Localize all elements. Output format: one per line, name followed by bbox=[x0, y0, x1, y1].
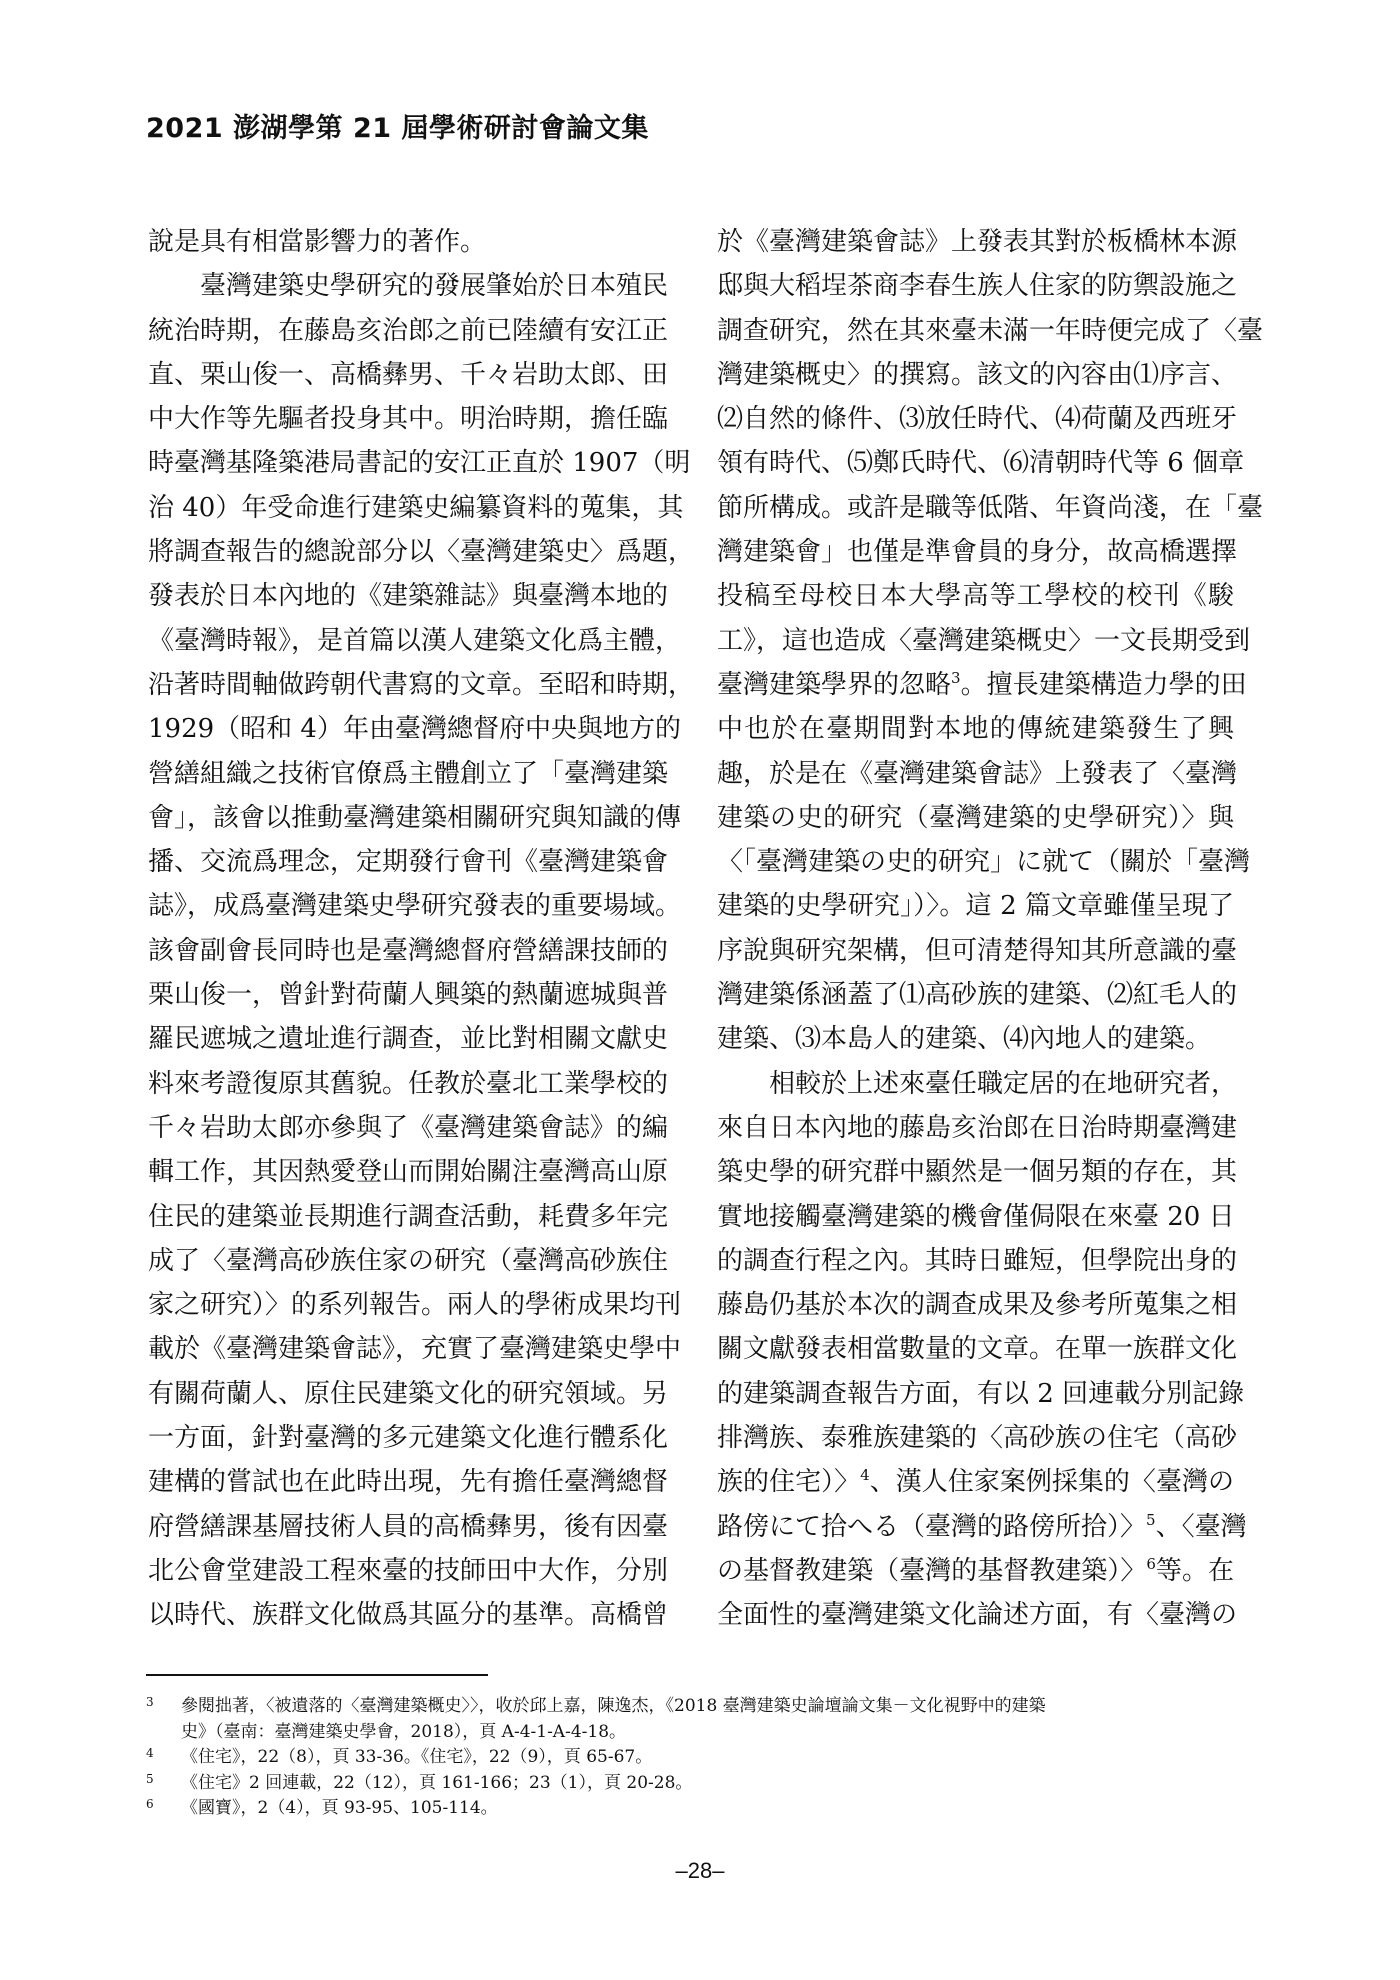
text-line bbox=[717, 707, 1234, 751]
text-line bbox=[717, 1239, 1238, 1283]
text-segment: 灣建築係涵蓋了⑴高砂族的建築、⑵紅毛人的 bbox=[717, 980, 1238, 1011]
footnote bbox=[146, 1694, 1238, 1745]
text-segment: 領有時代、⑸鄭氏時代、⑹清朝時代等 6 個章 bbox=[717, 448, 1245, 479]
text-segment: 一方面，針對臺灣的多元建築文化進行體系化 bbox=[148, 1423, 669, 1454]
text-line bbox=[717, 309, 1264, 353]
text-line bbox=[148, 397, 669, 441]
text-segment: 〈「臺灣建築の史的研究」に就て（關於「臺灣 bbox=[717, 847, 1251, 878]
text-segment: 中大作等先驅者投身其中。明治時期，擔任臨 bbox=[148, 404, 669, 435]
text-segment: 時臺灣基隆築港局書記的安江正直於 1907（明 bbox=[148, 448, 691, 479]
footnote-reference[interactable]: 3 bbox=[951, 668, 961, 687]
text-line bbox=[148, 1106, 669, 1150]
text-line bbox=[717, 1416, 1238, 1460]
text-segment: 灣建築會」也僅是準會員的身分，故高橋選擇 bbox=[717, 537, 1238, 568]
footnote-text: 史》（臺南：臺灣建築史學會，2018），頁 A-4-1-A-4-18。 bbox=[181, 1721, 627, 1742]
footnote-text: 《住宅》，22（8），頁 33-36。《住宅》，22（9），頁 65-67。 bbox=[181, 1747, 653, 1767]
text-segment: 《臺灣時報》，是首篇以漢人建築文化爲主體， bbox=[148, 625, 682, 656]
text-line bbox=[148, 929, 669, 973]
text-line bbox=[717, 397, 1238, 441]
text-segment: 築史學的研究群中顯然是一個另類的存在，其 bbox=[717, 1157, 1238, 1188]
text-line bbox=[717, 1017, 1234, 1061]
text-segment: 治 40）年受命進行建築史編纂資料的蒐集，其 bbox=[148, 492, 684, 523]
text-line bbox=[148, 441, 691, 485]
text-segment: 路傍にて拾へる（臺灣的路傍所拾）〉 bbox=[717, 1511, 1147, 1542]
text-line bbox=[148, 1593, 669, 1637]
text-line bbox=[717, 1549, 1234, 1593]
text-segment: 營繕組織之技術官僚爲主體創立了「臺灣建築 bbox=[148, 758, 669, 789]
text-line bbox=[148, 1062, 669, 1106]
text-line bbox=[148, 619, 682, 663]
text-segment: 載於《臺灣建築會誌》，充實了臺灣建築史學中 bbox=[148, 1334, 682, 1365]
footnote-separator bbox=[146, 1674, 488, 1676]
text-segment: 1929（昭和 4）年由臺灣總督府中央與地方的 bbox=[148, 714, 681, 745]
footnote-text: 《國寶》，2（4），頁 93-95、105-114。 bbox=[181, 1798, 498, 1818]
text-line bbox=[148, 486, 684, 530]
text-segment: 邸與大稻埕茶商李春生族人住家的防禦設施之 bbox=[717, 271, 1238, 302]
text-line bbox=[717, 663, 1247, 707]
text-line bbox=[717, 752, 1238, 796]
footnote-reference[interactable]: 6 bbox=[1146, 1554, 1156, 1573]
text-line bbox=[148, 1372, 669, 1416]
text-line bbox=[717, 1593, 1238, 1637]
text-segment: 灣建築概史〉的撰寫。該文的內容由⑴序言、 bbox=[717, 359, 1238, 390]
text-segment: 排灣族、泰雅族建築的〈高砂族の住宅（高砂 bbox=[717, 1423, 1238, 1454]
text-segment: ⑵自然的條件、⑶放任時代、⑷荷蘭及西班牙 bbox=[717, 404, 1238, 435]
footnote bbox=[146, 1745, 1238, 1771]
text-segment: 投稿至母校日本大學高等工學校的校刊《駿 bbox=[717, 581, 1234, 612]
text-segment: 成了〈臺灣高砂族住家の研究（臺灣高砂族住 bbox=[148, 1245, 669, 1276]
text-line bbox=[148, 309, 669, 353]
text-line bbox=[717, 796, 1234, 840]
text-segment: 誌》，成爲臺灣建築史學研究發表的重要場域。 bbox=[148, 891, 682, 922]
left-text-column bbox=[148, 220, 695, 1638]
text-line bbox=[148, 973, 669, 1017]
text-segment: 臺灣建築史學研究的發展肇始於日本殖民 bbox=[200, 271, 669, 302]
text-segment: 將調查報告的總說部分以〈臺灣建築史〉爲題， bbox=[148, 537, 695, 568]
text-segment: 以時代、族群文化做爲其區分的基準。高橋曾 bbox=[148, 1600, 669, 1631]
text-segment: の基督教建築（臺灣的基督教建築）〉 bbox=[717, 1555, 1147, 1586]
text-segment: 趣，於是在《臺灣建築會誌》上發表了〈臺灣 bbox=[717, 758, 1238, 789]
text-segment: 、〈臺灣 bbox=[1155, 1511, 1247, 1542]
text-line bbox=[148, 1017, 669, 1061]
paragraph bbox=[148, 264, 695, 1637]
text-segment: 關文獻發表相當數量的文章。在單一族群文化 bbox=[717, 1334, 1238, 1365]
text-segment: 府營繕課基層技術人員的高橋彝男，後有因臺 bbox=[148, 1511, 669, 1542]
footnote-text: 參閱拙著，〈被遺落的〈臺灣建築概史〉〉，收於邱上嘉，陳逸杰，《2018 臺灣建築史論壇論文集－文化視野中的建築 bbox=[181, 1696, 1046, 1716]
text-segment: 羅民遮城之遺址進行調查，並比對相關文獻史 bbox=[148, 1024, 669, 1055]
text-line bbox=[717, 840, 1251, 884]
footnote bbox=[146, 1796, 1238, 1822]
text-segment: 北公會堂建設工程來臺的技師田中大作，分別 bbox=[148, 1555, 669, 1586]
text-line bbox=[148, 574, 669, 618]
text-segment: 工》，這也造成〈臺灣建築概史〉一文長期受到 bbox=[717, 625, 1251, 656]
text-line bbox=[717, 619, 1251, 663]
right-text-column bbox=[717, 220, 1264, 1638]
footnote bbox=[146, 1771, 1238, 1797]
text-line bbox=[148, 840, 669, 884]
text-line bbox=[148, 220, 665, 264]
text-segment: 等。在 bbox=[1155, 1555, 1234, 1586]
text-line bbox=[148, 1327, 682, 1371]
text-segment: 、漢人住家案例採集的〈臺灣の bbox=[869, 1467, 1234, 1498]
text-line bbox=[717, 1460, 1234, 1504]
text-segment: 建築、⑶本島人的建築、⑷內地人的建築。 bbox=[717, 1024, 1212, 1055]
text-segment: 說是具有相當影響力的著作。 bbox=[148, 227, 487, 257]
footnote-reference[interactable]: 4 bbox=[860, 1466, 870, 1485]
text-line bbox=[717, 264, 1238, 308]
footnotes bbox=[146, 1694, 1238, 1822]
text-segment: 藤島仍基於本次的調查成果及參考所蒐集之相 bbox=[717, 1290, 1238, 1321]
page-number: –28– bbox=[675, 1858, 725, 1883]
text-segment: 料來考證復原其舊貌。任教於臺北工業學校的 bbox=[148, 1068, 669, 1099]
text-line bbox=[148, 884, 682, 928]
text-line bbox=[717, 220, 1238, 264]
text-segment: 家之研究）〉的系列報告。兩人的學術成果均刊 bbox=[148, 1290, 682, 1321]
text-line bbox=[717, 929, 1238, 973]
text-line bbox=[148, 796, 682, 840]
text-segment: 中也於在臺期間對本地的傳統建築發生了興 bbox=[717, 714, 1234, 745]
text-segment: 來自日本內地的藤島亥治郎在日治時期臺灣建 bbox=[717, 1112, 1238, 1143]
text-segment: 建構的嘗試也在此時出現，先有擔任臺灣總督 bbox=[148, 1467, 669, 1498]
text-line bbox=[148, 1505, 669, 1549]
text-line bbox=[148, 353, 669, 397]
text-segment: 沿著時間軸做跨朝代書寫的文章。至昭和時期， bbox=[148, 669, 695, 700]
text-line bbox=[717, 441, 1245, 485]
text-segment: 統治時期，在藤島亥治郎之前已陸續有安江正 bbox=[148, 315, 669, 346]
footnote-number: 6 bbox=[146, 1797, 154, 1811]
text-segment: 栗山俊一，曾針對荷蘭人興築的熱蘭遮城與普 bbox=[148, 980, 669, 1011]
text-line bbox=[717, 1062, 1238, 1106]
text-segment: 族的住宅）〉 bbox=[717, 1467, 861, 1498]
text-segment: 序說與研究架構，但可清楚得知其所意識的臺 bbox=[717, 935, 1238, 966]
text-segment: 全面性的臺灣建築文化論述方面，有〈臺灣の bbox=[717, 1600, 1238, 1631]
text-line bbox=[148, 663, 695, 707]
text-segment: 建築の史的研究（臺灣建築的史學研究）〉與 bbox=[717, 802, 1234, 833]
text-segment: 調查研究，然在其來臺未滿一年時便完成了〈臺 bbox=[717, 315, 1264, 346]
text-line bbox=[717, 353, 1238, 397]
text-segment: 有關荷蘭人、原住民建築文化的研究領域。另 bbox=[148, 1378, 669, 1409]
footnote-number: 3 bbox=[146, 1695, 154, 1709]
text-segment: 該會副會長同時也是臺灣總督府營繕課技師的 bbox=[148, 935, 669, 966]
text-line bbox=[148, 752, 669, 796]
text-line bbox=[717, 1372, 1245, 1416]
text-line bbox=[717, 1327, 1238, 1371]
text-line bbox=[148, 530, 695, 574]
running-header-title: 2021 澎湖學第 21 屆學術研討會論文集 bbox=[146, 113, 649, 144]
text-segment: 住民的建築並長期進行調查活動，耗費多年完 bbox=[148, 1201, 669, 1232]
paragraph bbox=[148, 220, 665, 264]
text-line bbox=[717, 574, 1234, 618]
text-line bbox=[148, 264, 669, 308]
text-segment: 實地接觸臺灣建築的機會僅侷限在來臺 20 日 bbox=[717, 1201, 1235, 1232]
text-line bbox=[717, 1106, 1238, 1150]
text-line bbox=[717, 530, 1238, 574]
text-line bbox=[717, 1283, 1238, 1327]
text-segment: 。擅長建築構造力學的田 bbox=[960, 669, 1247, 700]
text-line bbox=[717, 1150, 1238, 1194]
text-line bbox=[717, 1505, 1247, 1549]
footnote-number: 5 bbox=[146, 1771, 154, 1786]
text-line bbox=[148, 1195, 669, 1239]
text-segment: 輯工作，其因熱愛登山而開始關注臺灣高山原 bbox=[148, 1157, 669, 1188]
text-line bbox=[148, 1416, 669, 1460]
text-segment: 發表於日本內地的《建築雜誌》與臺灣本地的 bbox=[148, 581, 669, 612]
text-segment: 會」，該會以推動臺灣建築相關研究與知識的傳 bbox=[148, 802, 682, 833]
text-segment: 的調查行程之內。其時日雖短，但學院出身的 bbox=[717, 1245, 1238, 1276]
text-line bbox=[148, 1549, 669, 1593]
footnote-reference[interactable]: 5 bbox=[1146, 1510, 1156, 1529]
text-segment: 直、栗山俊一、高橋彝男、千々岩助太郎、田 bbox=[148, 359, 669, 390]
text-line bbox=[148, 707, 681, 751]
text-segment: 播、交流爲理念，定期發行會刊《臺灣建築會 bbox=[148, 847, 669, 878]
text-line bbox=[717, 973, 1238, 1017]
text-segment: 的建築調查報告方面，有以 2 回連載分別記錄 bbox=[717, 1378, 1245, 1409]
text-line bbox=[717, 486, 1264, 530]
text-segment: 相較於上述來臺任職定居的在地研究者， bbox=[769, 1068, 1238, 1099]
footnote-text: 《住宅》2 回連載，22（12），頁 161-166；23（1），頁 20-28。 bbox=[181, 1772, 693, 1793]
text-line bbox=[148, 1283, 682, 1327]
footnote-number: 4 bbox=[146, 1746, 154, 1760]
text-segment: 千々岩助太郎亦參與了《臺灣建築會誌》的編 bbox=[148, 1112, 669, 1143]
text-line bbox=[148, 1460, 669, 1504]
text-segment: 臺灣建築學界的忽略 bbox=[717, 669, 952, 700]
paragraph bbox=[717, 1062, 1247, 1638]
text-line bbox=[717, 1195, 1234, 1239]
text-segment: 建築的史學研究」）〉。這 2 篇文章雖僅呈現了 bbox=[717, 891, 1234, 922]
text-segment: 於《臺灣建築會誌》上發表其對於板橋林本源 bbox=[717, 227, 1238, 257]
text-line bbox=[717, 884, 1234, 928]
text-line bbox=[148, 1239, 669, 1283]
paragraph bbox=[717, 220, 1264, 1062]
text-segment: 節所構成。或許是職等低階、年資尚淺，在「臺 bbox=[717, 492, 1264, 523]
text-line bbox=[148, 1150, 669, 1194]
